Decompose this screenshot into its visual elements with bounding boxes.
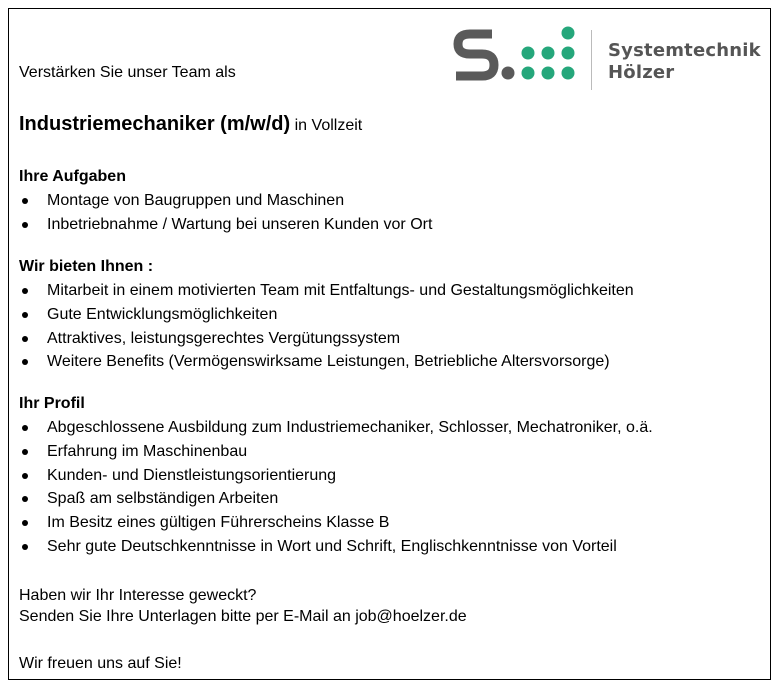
intro-text: Verstärken Sie unser Team als <box>19 64 236 81</box>
list-item: Attraktives, leistungsgerechtes Vergütungssystem <box>19 327 634 351</box>
logo-divider <box>591 30 592 90</box>
list-item: Inbetriebnahme / Wartung bei unseren Kunden vor Ort <box>19 213 432 237</box>
company-logo <box>448 20 761 100</box>
logo-name-line2: Hölzer <box>608 62 675 83</box>
job-title: Industriemechaniker (m/w/d) <box>19 113 291 135</box>
list-item: Spaß am selbständigen Arbeiten <box>19 487 653 511</box>
list-item: Im Besitz eines gültigen Führerscheins Klasse B <box>19 511 653 535</box>
closing-question: Haben wir Ihr Interesse geweckt? <box>19 587 257 604</box>
section-heading-profile: Ihr Profil <box>19 395 85 412</box>
list-item: Sehr gute Deutschkenntnisse in Wort und Schrift, Englischkenntnisse von Vorteil <box>19 535 653 559</box>
list-item: Gute Entwicklungsmöglichkeiten <box>19 303 634 327</box>
closing-greeting: Wir freuen uns auf Sie! <box>19 655 182 672</box>
list-item: Kunden- und Dienstleistungsorientierung <box>19 464 653 488</box>
logo-mark-icon <box>448 20 588 100</box>
list-item: Montage von Baugruppen und Maschinen <box>19 189 432 213</box>
list-item: Mitarbeit in einem motivierten Team mit Entfaltungs- und Gestaltungsmöglichkeiten <box>19 279 634 303</box>
profile-list <box>19 416 653 559</box>
job-employment-type: in Vollzeit <box>294 117 363 134</box>
closing-contact: Senden Sie Ihre Unterlagen bitte per E-Mail an job@hoelzer.de <box>19 608 467 625</box>
list-item: Abgeschlossene Ausbildung zum Industriemechaniker, Schlosser, Mechatroniker, o.ä. <box>19 416 653 440</box>
list-item: Weitere Benefits (Vermögenswirksame Leistungen, Betriebliche Altersvorsorge) <box>19 350 634 374</box>
logo-wordmark <box>608 40 761 84</box>
section-heading-benefits: Wir bieten Ihnen : <box>19 258 154 275</box>
job-title-line <box>19 114 362 136</box>
section-heading-tasks: Ihre Aufgaben <box>19 168 126 185</box>
list-item: Erfahrung im Maschinenbau <box>19 440 653 464</box>
tasks-list <box>19 189 432 237</box>
benefits-list <box>19 279 634 374</box>
logo-name-line1: Systemtechnik <box>608 40 761 61</box>
